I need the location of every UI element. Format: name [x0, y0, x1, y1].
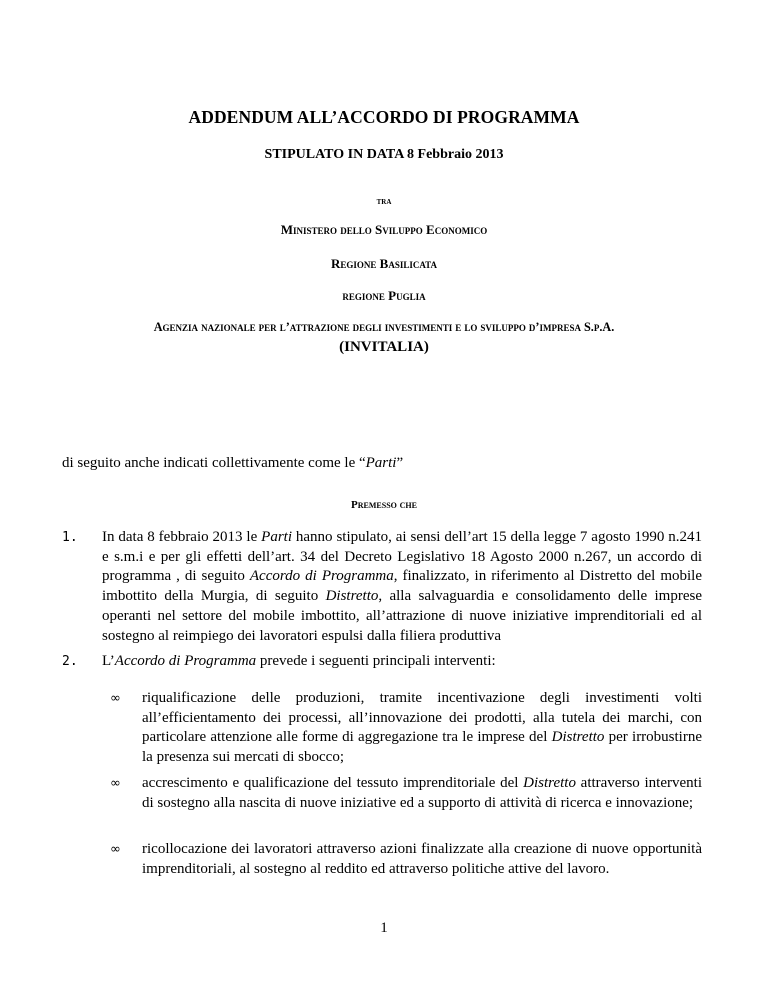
emphasized-term: Accordo di Programma	[114, 653, 257, 669]
numbered-item	[62, 652, 702, 672]
bullet-item	[102, 840, 702, 879]
between-label: tra	[376, 197, 392, 207]
text-run: per irrobustirne la presenza sui mercati di sbocco;	[142, 729, 703, 766]
text-run: prevede i seguenti principali interventi:	[256, 653, 496, 669]
text-run: riqualificazione delle produzioni, tramite incentivazione degli investimenti volti all’efficientamento dei processi, all’innovazione dei prodotti, alla tutela dei marchi, con particolare attenzione alle forme di aggregazione tra le imprese del	[142, 690, 702, 746]
text-run: attraverso interventi di sostegno alla nascita di nuove iniziative ed a supporto di attività di ricerca e innovazione;	[142, 775, 702, 811]
bullet-text	[142, 774, 702, 813]
page-number: 1	[380, 920, 388, 936]
text-run: , alla salvaguardia e consolidamento delle imprese operanti nel settore del mobile imbottito, all’attrazione di nuove iniziative imprenditoriali ed al sostegno al reimpiego dei lavoratori espulsi dalla filiera produttiva	[102, 588, 702, 644]
item-text	[102, 528, 702, 646]
infinity-bullet-icon: ∞	[110, 691, 121, 706]
party-acronym: (INVITALIA)	[339, 339, 429, 355]
party-basilicata: Regione Basilicata	[331, 256, 437, 271]
document-subtitle: STIPULATO IN DATA 8 Febbraio 2013	[264, 147, 504, 162]
item-text	[102, 652, 702, 672]
intro-text-after: ”	[396, 455, 404, 471]
emphasized-term: Distretto	[551, 729, 605, 746]
bullet-text	[142, 840, 702, 879]
emphasized-term: Parti	[261, 529, 292, 545]
emphasized-term: Accordo di Programma	[249, 568, 394, 585]
text-run: In data 8 febbraio 2013 le	[102, 529, 262, 545]
emphasized-term: Distretto	[523, 775, 576, 791]
item-number: 2.	[62, 654, 78, 669]
text-run: ricollocazione dei lavoratori attraverso azioni finalizzate alla creazione di nuove opportunità imprenditoriali, al sostegno al reddito ed attraverso politiche attive del lavoro.	[142, 841, 702, 877]
text-run: , finalizzato, in riferimento al Distretto del mobile imbottito della Murgia, di seguito	[102, 568, 702, 605]
party-agenzia: Agenzia nazionale per l’attrazione degli investimenti e lo sviluppo d’impresa S.p.A.	[153, 320, 615, 334]
item-number: 1.	[62, 530, 78, 545]
infinity-bullet-icon: ∞	[110, 842, 121, 857]
premesso-heading: Premesso che	[351, 499, 417, 511]
bullet-text	[142, 689, 702, 768]
intro-text-before: di seguito anche indicati collettivamente come le “	[62, 455, 366, 471]
text-run: hanno stipulato, ai sensi dell’art 15 della legge 7 agosto 1990 n.241 e s.m.i e per gli effetti dell’art. 34 del Decreto Legislativo 18 Agosto 2000 n.267, un accordo di programma , di seguito	[102, 529, 702, 585]
numbered-item	[62, 528, 702, 646]
party-ministero: Ministero dello Sviluppo Economico	[280, 222, 488, 237]
document-title: ADDENDUM ALL’ACCORDO DI PROGRAMMA	[188, 107, 580, 127]
infinity-bullet-icon: ∞	[110, 776, 121, 791]
text-run: accrescimento e qualificazione del tessuto imprenditoriale del	[142, 775, 524, 791]
intro-paragraph	[62, 455, 403, 472]
emphasized-term: Distretto	[325, 588, 379, 605]
party-puglia: regione Puglia	[342, 288, 426, 303]
intro-parti: Parti	[365, 455, 397, 471]
text-run: L’	[102, 653, 115, 669]
bullet-item	[102, 689, 702, 768]
bullet-item	[102, 774, 702, 813]
